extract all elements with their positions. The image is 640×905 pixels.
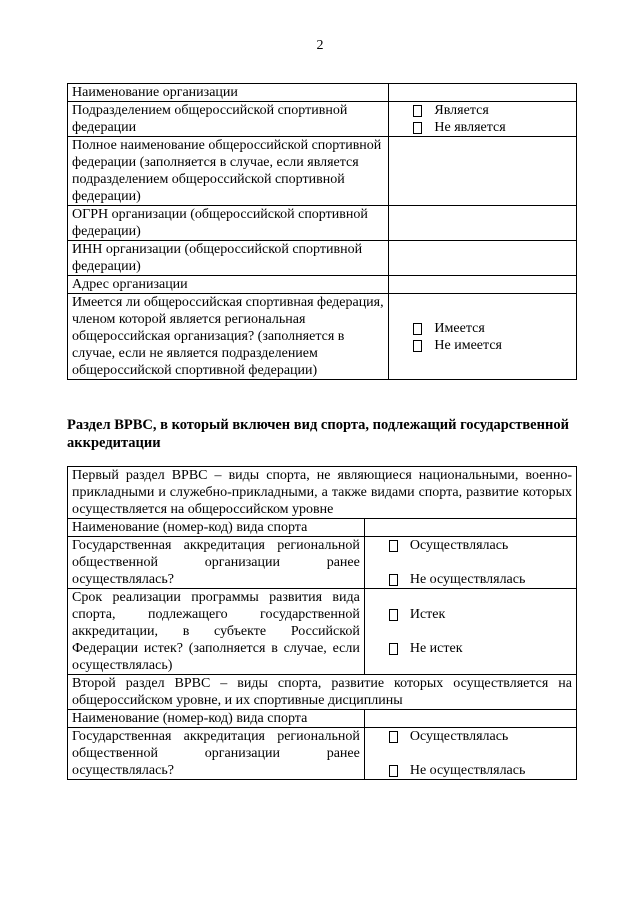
option-is[interactable] xyxy=(393,102,572,119)
option-accredited[interactable] xyxy=(369,728,572,745)
subdivision-options xyxy=(389,102,577,137)
option-label: Не имеется xyxy=(434,337,502,353)
organization-info-table xyxy=(67,83,577,380)
option-label: Не является xyxy=(434,120,506,135)
section1-sport-label: Наименование (номер-код) вида спорта xyxy=(68,519,365,537)
subdivision-label: Подразделением общероссийской спортивной федерации xyxy=(68,102,389,137)
address-value[interactable] xyxy=(389,276,577,294)
section1-accreditation-label: Государственная аккредитация региональной общественной организации ранее осуществлялась? xyxy=(68,537,365,589)
table-row xyxy=(68,206,577,241)
option-not-accredited[interactable] xyxy=(369,762,572,779)
section1-accreditation-options xyxy=(364,537,576,589)
table-row xyxy=(68,84,577,102)
checkbox-icon[interactable] xyxy=(413,323,422,335)
option-label: Не истек xyxy=(409,641,463,656)
table-row xyxy=(68,137,577,206)
option-label: Осуществлялась xyxy=(409,538,509,553)
section2-title: Второй раздел ВРВС – виды спорта, развитие которых осуществляется на общероссийском уровне, и их спортивные дисциплины xyxy=(68,675,577,710)
option-label: Осуществлялась xyxy=(409,729,509,744)
option-label: Является xyxy=(434,103,489,118)
table-row xyxy=(68,589,577,675)
section2-accreditation-options xyxy=(364,728,576,780)
table-row xyxy=(68,537,577,589)
ogrn-label: ОГРН организации (общероссийской спортивной федерации) xyxy=(68,206,389,241)
checkbox-icon[interactable] xyxy=(413,105,422,117)
checkbox-icon[interactable] xyxy=(389,574,398,586)
option-not-expired[interactable] xyxy=(369,640,572,657)
section2-accreditation-label: Государственная аккредитация региональной общественной организации ранее осуществлялась? xyxy=(68,728,365,780)
table-row xyxy=(68,467,577,519)
table-row xyxy=(68,675,577,710)
option-label: Не осуществлялась xyxy=(409,572,526,587)
section2-sport-label: Наименование (номер-код) вида спорта xyxy=(68,710,365,728)
option-is-not[interactable] xyxy=(393,119,572,136)
address-label: Адрес организации xyxy=(68,276,389,294)
checkbox-icon[interactable] xyxy=(389,765,398,777)
section2-sport-value[interactable] xyxy=(364,710,576,728)
option-label: Не осуществлялась xyxy=(409,763,526,778)
section1-title: Первый раздел ВРВС – виды спорта, не являющиеся национальными, военно-прикладными и служебно-прикладными, а также видами спорта, развитие которых осуществляется на общероссийском уровне xyxy=(68,467,577,519)
section1-program-expired-label: Срок реализации программы развития вида спорта, подлежащего государственной аккредитации, в субъекте Российской Федерации истек? (заполняется в случае, если осуществлялась) xyxy=(68,589,365,675)
checkbox-icon[interactable] xyxy=(413,340,422,352)
table-row xyxy=(68,728,577,780)
option-label: Истек xyxy=(409,607,446,622)
inn-label: ИНН организации (общероссийской спортивной федерации) xyxy=(68,241,389,276)
section1-program-expired-options xyxy=(364,589,576,675)
vrvs-section-table xyxy=(67,466,577,780)
ogrn-value[interactable] xyxy=(389,206,577,241)
option-label: Имеется xyxy=(434,320,485,336)
option-accredited[interactable] xyxy=(369,537,572,554)
org-name-value[interactable] xyxy=(389,84,577,102)
federation-fullname-label: Полное наименование общероссийской спортивной федерации (заполняется в случае, если является подразделением общероссийской спортивной федерации) xyxy=(68,137,389,206)
section1-sport-value[interactable] xyxy=(364,519,576,537)
checkbox-icon[interactable] xyxy=(413,122,422,134)
table-row xyxy=(68,294,577,380)
checkbox-icon[interactable] xyxy=(389,609,398,621)
federation-membership-label: Имеется ли общероссийская спортивная федерация, членом которой является региональная общероссийская организация? (заполняется в случае, если не является подразделением общероссийской спортивной федерации) xyxy=(68,294,389,380)
option-not-accredited[interactable] xyxy=(369,571,572,588)
checkbox-icon[interactable] xyxy=(389,540,398,552)
checkbox-icon[interactable] xyxy=(389,731,398,743)
option-expired[interactable] xyxy=(369,606,572,623)
table-row xyxy=(68,241,577,276)
federation-fullname-value[interactable] xyxy=(389,137,577,206)
inn-value[interactable] xyxy=(389,241,577,276)
option-not-exists[interactable] xyxy=(393,337,572,354)
table-row xyxy=(68,102,577,137)
table-row xyxy=(68,710,577,728)
checkbox-icon[interactable] xyxy=(389,643,398,655)
federation-membership-options xyxy=(389,294,577,380)
section-heading: Раздел ВРВС, в который включен вид спорта, подлежащий государственной аккредитации xyxy=(67,417,569,451)
option-exists[interactable] xyxy=(393,320,572,337)
page-number: 2 xyxy=(316,38,324,53)
table-row xyxy=(68,519,577,537)
org-name-label: Наименование организации xyxy=(68,84,389,102)
table-row xyxy=(68,276,577,294)
